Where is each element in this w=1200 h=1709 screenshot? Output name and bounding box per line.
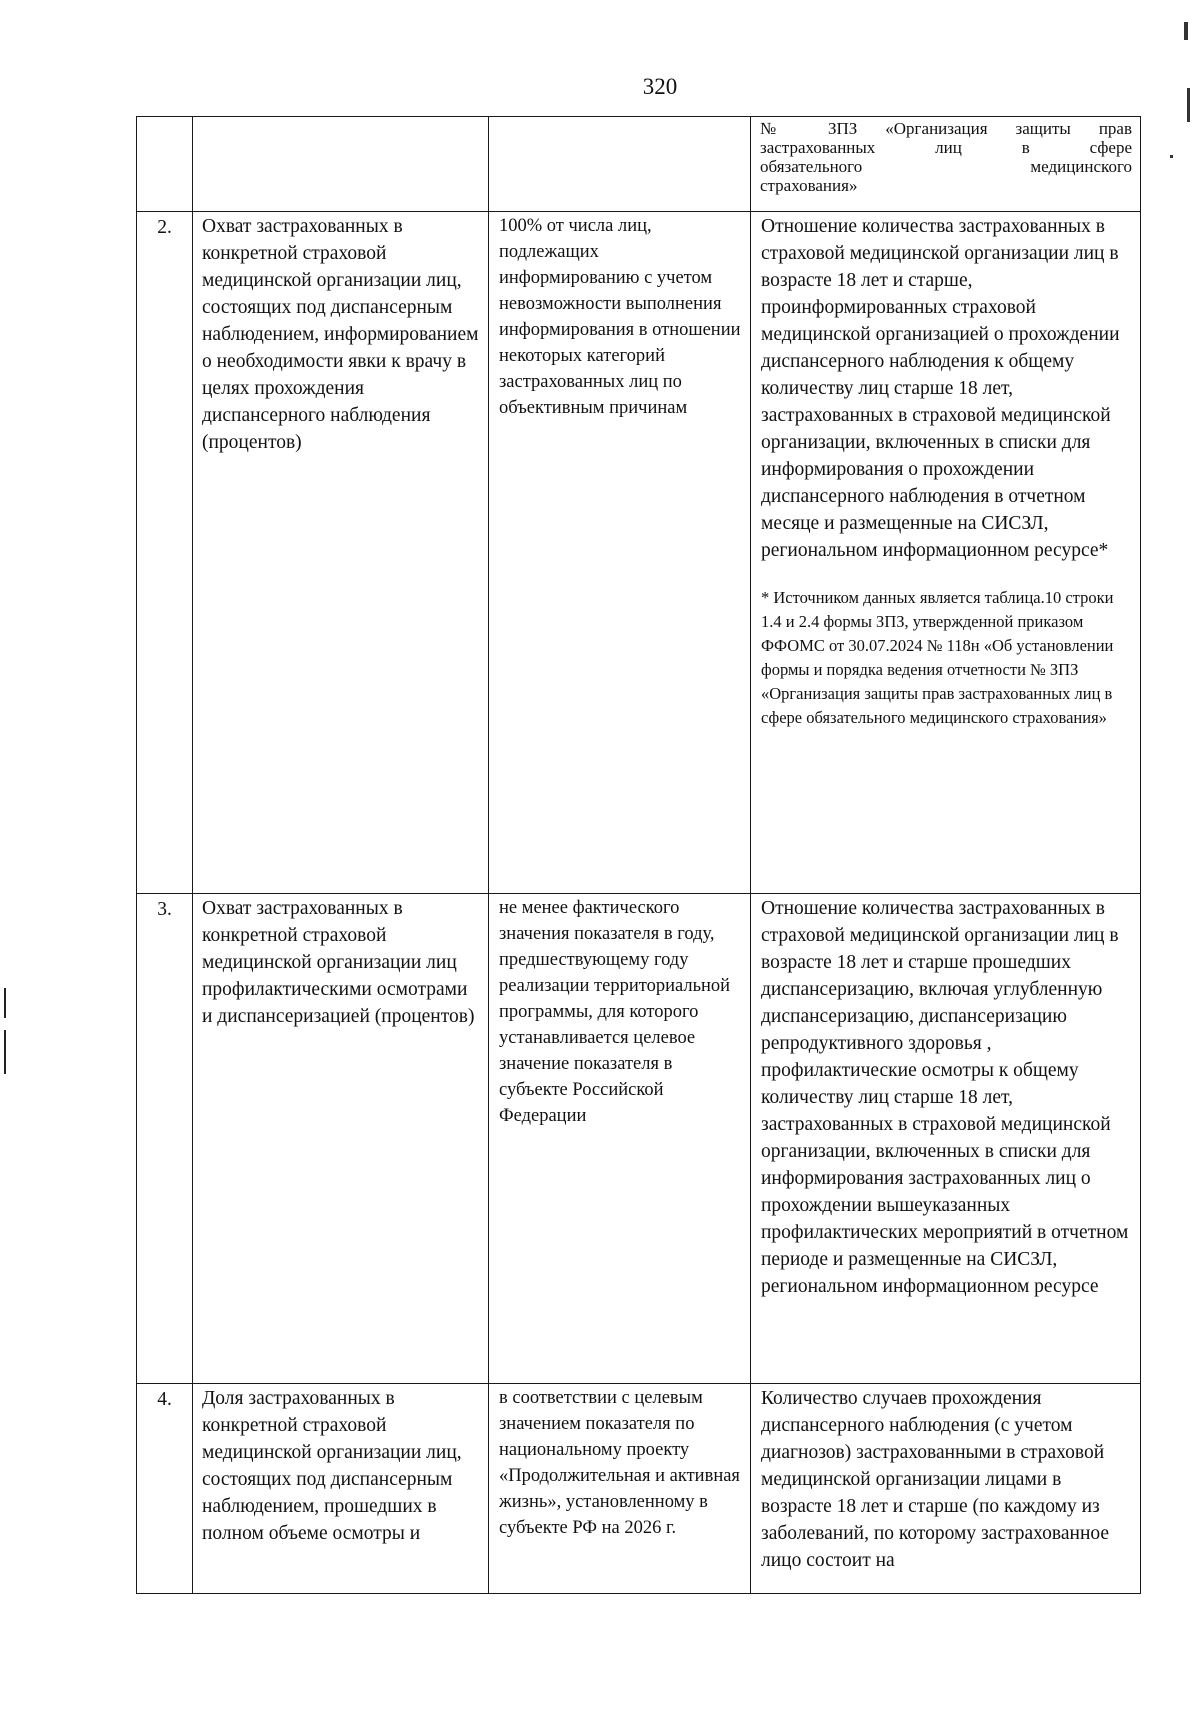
empty-cell [489,117,751,212]
method-cell [751,212,1141,894]
scan-edge-mark [4,988,6,1018]
footnote-text: * Источником данных является таблица.10 строки 1.4 и 2.4 формы ЗПЗ, утвержденной приказом ФФОМС от 30.07.2024 № 118н «Об установлении формы и порядка ведения отчетности № ЗПЗ «Организация защиты прав застрахованных лиц в сфере обязательного медицинского страхования» [761,588,1114,727]
continuation-line: обязательного медицинского [760,157,1132,176]
row-number: 4. [137,1384,193,1594]
table-row [137,1384,1141,1594]
empty-cell [137,117,193,212]
method-text: Отношение количества застрахованных в страховой медицинской организации лиц в возрасте 18 лет и старше, проинформированных страховой медицинской организацией о прохождении диспансерного наблюдения к общему количеству лиц старше 18 лет, застрахованных в страховой медицинской организации, включенных в списки для информирования о прохождении диспансерного наблюдения в отчетном месяце и размещенные на СИСЗЛ, региональном информационном ресурсе* [761,216,1120,561]
target-cell: в соответствии с целевым значением показателя по национальному проекту «Продолжительная и активная жизнь», установленному в субъекте РФ на 2026 г. [489,1384,751,1594]
footnote [761,586,1134,730]
indicator-cell: Охват застрахованных в конкретной страховой медицинской организации лиц профилактическими осмотрами и диспансеризацией (процентов) [193,894,489,1384]
scan-speck-mark [1184,22,1188,40]
table-row-continuation [137,117,1141,212]
target-cell: 100% от числа лиц, подлежащих информированию с учетом невозможности выполнения информирования в отношении некоторых категорий застрахованных лиц по объективным причинам [489,212,751,894]
page-number: 320 [642,74,678,99]
table-row [137,894,1141,1384]
row-number: 2. [137,212,193,894]
method-cell: Количество случаев прохождения диспансерного наблюдения (с учетом диагнозов) застрахованными в страховой медицинской организации лицами в возрасте 18 лет и старше (по каждому из заболеваний, по которому застрахованное лицо состоит на [751,1384,1141,1594]
target-cell: не менее фактического значения показателя в году, предшествующему году реализации территориальной программы, для которого устанавливается целевое значение показателя в субъекте Российской Федерации [489,894,751,1384]
row-number: 3. [137,894,193,1384]
indicator-cell: Охват застрахованных в конкретной страховой медицинской организации лиц, состоящих под диспансерным наблюдением, информированием о необходимости явки к врачу в целях прохождения диспансерного наблюдения (процентов) [193,212,489,894]
indicators-table [136,116,1141,1594]
continuation-line: № ЗПЗ «Организация защиты прав [760,119,1132,138]
scan-speck-mark [1170,155,1173,158]
continuation-cell [751,117,1141,212]
empty-cell [193,117,489,212]
table-row [137,212,1141,894]
method-cell: Отношение количества застрахованных в страховой медицинской организации лиц в возрасте 18 лет и старше прошедших диспансеризацию, включая углубленную диспансеризацию, диспансеризацию репродуктивного здоровья , профилактические осмотры к общему количеству лиц старше 18 лет, застрахованных в страховой медицинской организации, включенных в списки для информирования застрахованных лиц о прохождении вышеуказанных профилактических мероприятий в отчетном периоде и размещенные на СИСЗЛ, региональном информационном ресурсе [751,894,1141,1384]
indicator-cell: Доля застрахованных в конкретной страховой медицинской организации лиц, состоящих под диспансерным наблюдением, прошедших в полном объеме осмотры и [193,1384,489,1594]
scan-speck-mark [1187,88,1190,122]
continuation-line: застрахованных лиц в сфере [760,138,1132,157]
continuation-line: страхования» [760,176,858,195]
scan-edge-mark [4,1030,6,1074]
